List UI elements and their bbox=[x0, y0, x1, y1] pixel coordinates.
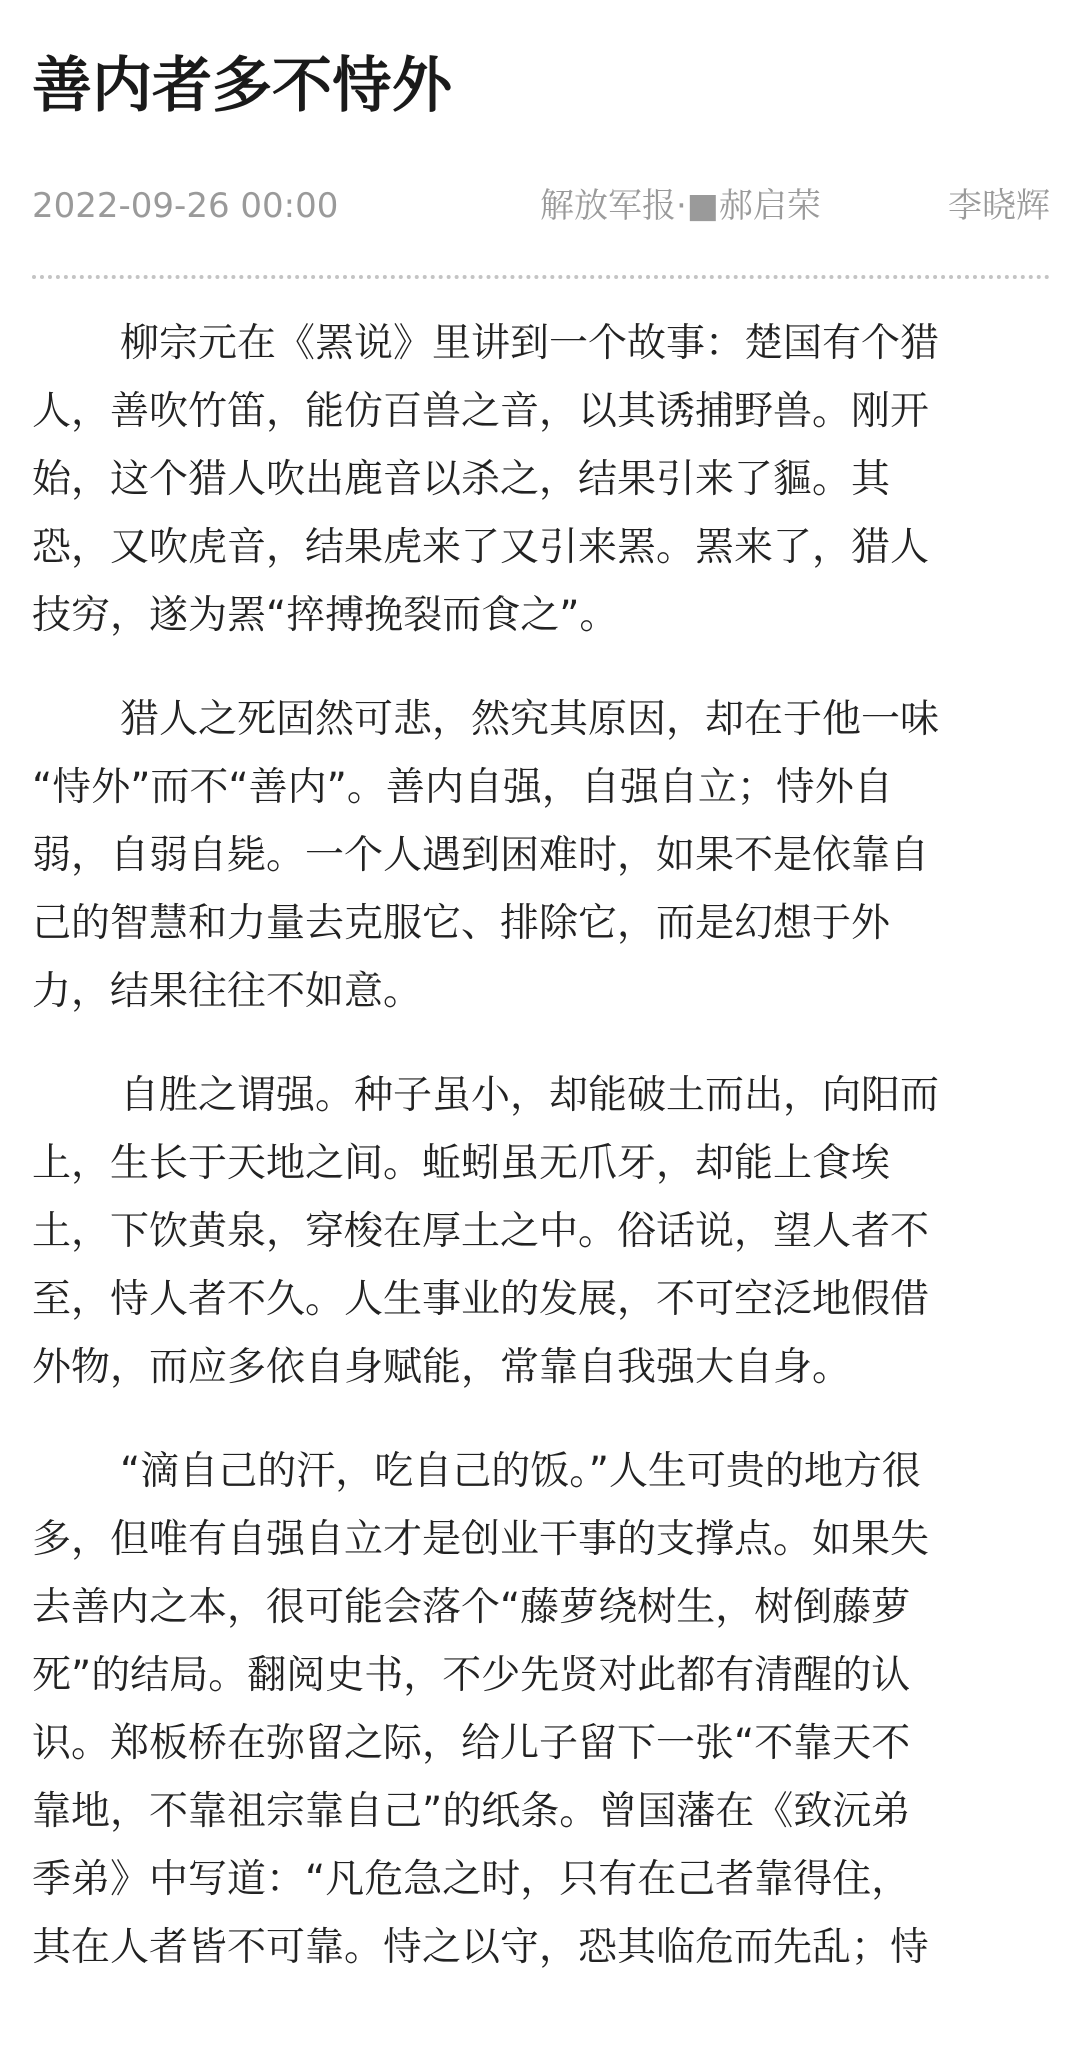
paragraph-line: 力，结果往往不如意。 bbox=[32, 969, 423, 1014]
paragraph-line: 死”的结局。翻阅史书，不少先贤对此都有清醒的认 bbox=[32, 1653, 911, 1698]
paragraph-line: 己的智慧和力量去克服它、排除它，而是幻想于外 bbox=[32, 901, 891, 946]
author-name: 李晓辉 bbox=[948, 186, 1050, 226]
paragraph-line: “恃外”而不“善内”。善内自强，自强自立；恃外自 bbox=[32, 765, 893, 810]
paragraph-line: 土，下饮黄泉，穿梭在厚土之中。俗话说，望人者不 bbox=[32, 1209, 930, 1254]
paragraph-line: 多，但唯有自强自立才是创业干事的支撑点。如果失 bbox=[32, 1517, 930, 1562]
paragraph-4 bbox=[32, 1438, 1050, 1982]
paragraph-line: 其在人者皆不可靠。恃之以守，恐其临危而先乱；恃 bbox=[32, 1925, 930, 1970]
paragraph-line: 技穷，遂为罴“捽搏挽裂而食之”。 bbox=[32, 593, 619, 638]
paragraph-1 bbox=[32, 310, 1050, 650]
paragraph-2 bbox=[32, 686, 1050, 1026]
paragraph-line: 识。郑板桥在弥留之际，给儿子留下一张“不靠天不 bbox=[32, 1721, 911, 1766]
paragraph-line: 外物，而应多依自身赋能，常靠自我强大自身。 bbox=[32, 1345, 852, 1390]
paragraph-line: 猎人之死固然可悲，然究其原因，却在于他一味 bbox=[120, 697, 940, 742]
article-title: 善内者多不恃外 bbox=[32, 51, 452, 121]
publish-date: 2022-09-26 00:00 bbox=[32, 186, 339, 226]
paragraph-line: 上，生长于天地之间。蚯蚓虽无爪牙，却能上食埃 bbox=[32, 1141, 891, 1186]
paragraph-line: 去善内之本，很可能会落个“藤萝绕树生，树倒藤萝 bbox=[32, 1585, 911, 1630]
article-body bbox=[32, 310, 1050, 2018]
paragraph-line: 靠地，不靠祖宗靠自己”的纸条。曾国藩在《致沅弟 bbox=[32, 1789, 911, 1834]
paragraph-line: 人，善吹竹笛，能仿百兽之音，以其诱捕野兽。刚开 bbox=[32, 389, 930, 434]
paragraph-line: “滴自己的汗，吃自己的饭。”人生可贵的地方很 bbox=[120, 1449, 921, 1494]
source-and-author: 解放军报·■郝启荣 bbox=[540, 186, 821, 226]
paragraph-3 bbox=[32, 1062, 1050, 1402]
paragraph-line: 柳宗元在《罴说》里讲到一个故事：楚国有个猎 bbox=[120, 321, 940, 366]
dotted-divider bbox=[32, 275, 1050, 279]
paragraph-line: 自胜之谓强。种子虽小，却能破土而出，向阳而 bbox=[120, 1073, 940, 1118]
paragraph-line: 弱，自弱自毙。一个人遇到困难时，如果不是依靠自 bbox=[32, 833, 930, 878]
paragraph-line: 季弟》中写道：“凡危急之时，只有在己者靠得住， bbox=[32, 1857, 911, 1902]
paragraph-line: 恐，又吹虎音，结果虎来了又引来罴。罴来了，猎人 bbox=[32, 525, 930, 570]
article-meta bbox=[32, 178, 1050, 234]
paragraph-line: 至，恃人者不久。人生事业的发展，不可空泛地假借 bbox=[32, 1277, 930, 1322]
paragraph-line: 始，这个猎人吹出鹿音以杀之，结果引来了貙。其 bbox=[32, 457, 891, 502]
